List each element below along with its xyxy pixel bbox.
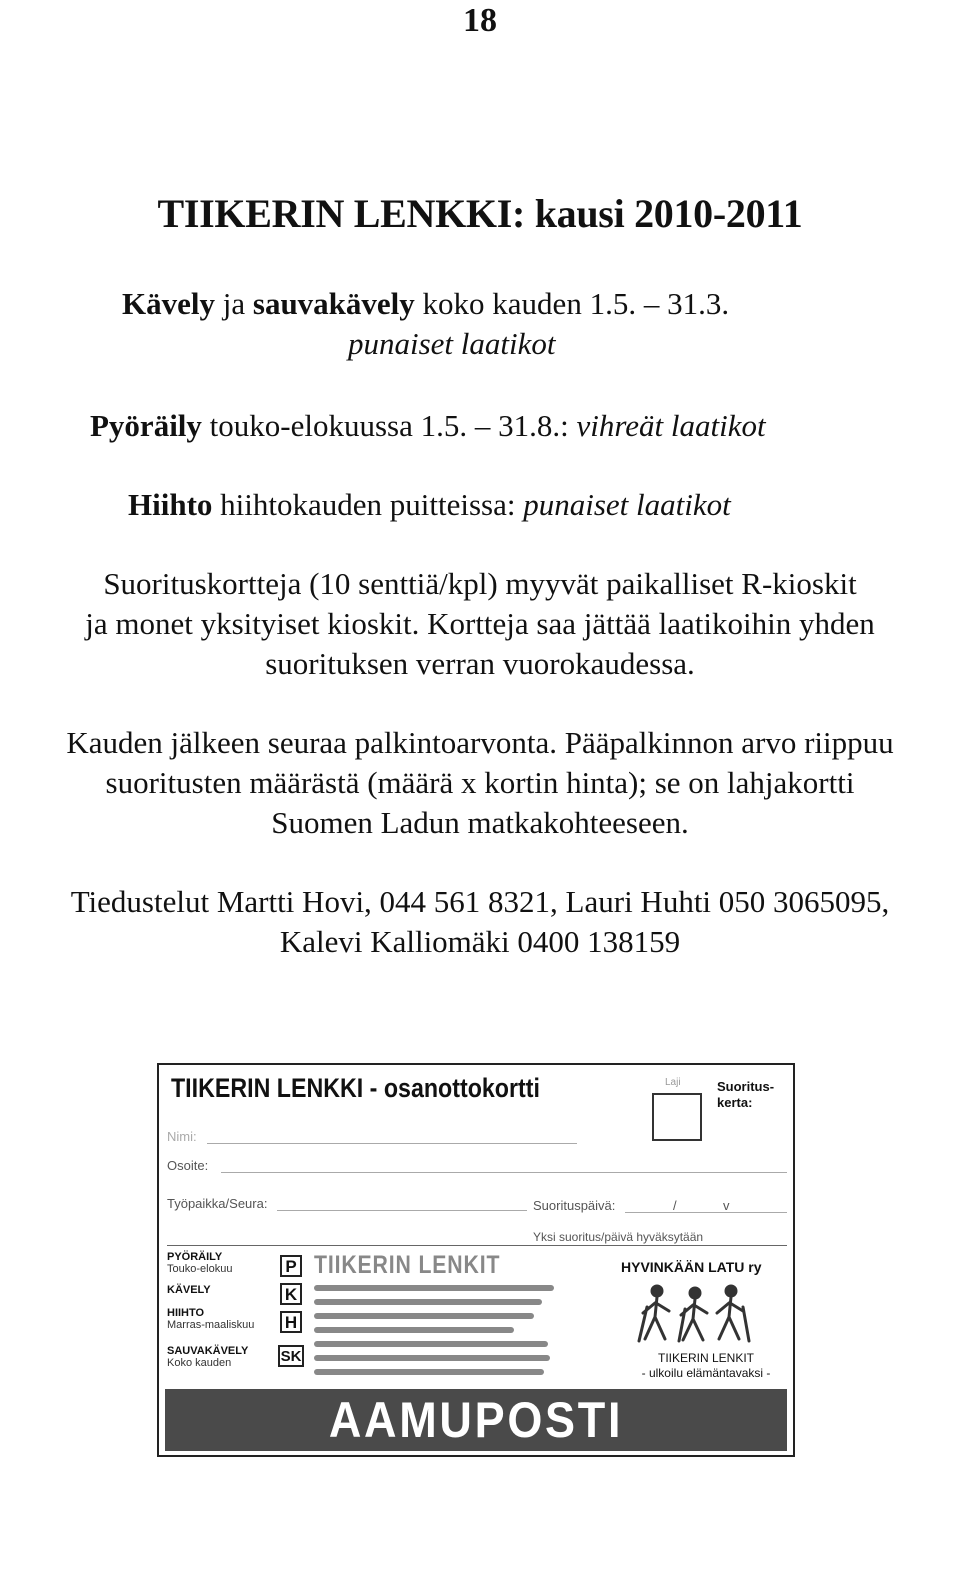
tiikerin-lenkit-label: TIIKERIN LENKIT: [657, 1351, 755, 1365]
banner-text: AAMUPOSTI: [328, 1392, 624, 1448]
letter-box-sk: SK: [278, 1345, 304, 1367]
walking-label: Kävely: [122, 286, 215, 321]
name-line: [207, 1143, 577, 1144]
prize-paragraph-line: Kauden jälkeen seuraa palkintoarvonta. Pääpalkinnon arvo riippuu: [66, 725, 894, 760]
skiing-label: Hiihto: [128, 487, 213, 522]
organization-name: HYVINKÄÄN LATU ry: [621, 1259, 762, 1275]
address-label: Osoite:: [167, 1158, 209, 1173]
pole-walking-label: sauvakävely: [252, 286, 415, 321]
category-skiing: HIIHTO Marras-maaliskuu: [167, 1307, 255, 1331]
date-slash: /: [673, 1198, 677, 1213]
lenkit-title: TIIKERIN LENKIT: [314, 1251, 501, 1279]
card-title: TIIKERIN LENKKI - osanottokortti: [171, 1073, 540, 1103]
blurred-text: [314, 1369, 544, 1375]
cycling-note: vihreät laatikot: [576, 408, 766, 443]
date-label: Suorituspäivä:: [533, 1198, 616, 1213]
attempt-label: Suoritus-kerta:: [717, 1079, 775, 1110]
blurred-text: [314, 1341, 548, 1347]
cards-paragraph-line: ja monet yksityiset kioskit. Kortteja saa jättää laatikoihin yhden: [85, 606, 875, 641]
hikers-logo-icon: [635, 1283, 755, 1343]
contacts-line: Tiedustelut Martti Hovi, 044 561 8321, Lauri Huhti 050 3065095,: [70, 884, 890, 919]
category-pole-walking: SAUVAKÄVELY Koko kauden: [167, 1345, 249, 1369]
skiing-period: hiihtokauden puitteissa:: [212, 487, 524, 522]
date-year: v: [723, 1198, 730, 1213]
aamuposti-banner: [165, 1389, 787, 1451]
rule-text: Yksi suoritus/päivä hyväksytään: [533, 1230, 704, 1244]
letter-box-h: H: [280, 1311, 302, 1333]
contacts-line: Kalevi Kalliomäki 0400 138159: [279, 924, 681, 959]
walking-note: punaiset laatikot: [348, 326, 556, 361]
skiing-note: punaiset laatikot: [523, 487, 731, 522]
blurred-text: [314, 1299, 542, 1305]
name-label: Nimi:: [167, 1129, 197, 1144]
cards-paragraph-line: suorituksen verran vuorokaudessa.: [265, 646, 695, 681]
cycling-line: [90, 408, 766, 444]
skiing-line: [128, 487, 731, 523]
letter-box-k: K: [280, 1283, 302, 1305]
workplace-label: Työpaikka/Seura:: [167, 1196, 268, 1211]
address-line: [221, 1172, 787, 1173]
slogan: - ulkoilu elämäntavaksi -: [641, 1366, 771, 1380]
blurred-text: [314, 1327, 514, 1333]
cycling-period: touko-elokuussa 1.5. – 31.8.:: [201, 408, 577, 443]
blurred-text: [314, 1285, 554, 1291]
page-title: TIIKERIN LENKKI: kausi 2010-2011: [157, 191, 803, 236]
sport-label: Laji: [665, 1077, 681, 1088]
walking-ja: ja: [215, 286, 253, 321]
cycling-label: Pyöräily: [90, 408, 202, 443]
category-cycling: PYÖRÄILY Touko-elokuu: [167, 1251, 233, 1275]
prize-paragraph-line: Suomen Ladun matkakohteeseen.: [271, 805, 689, 840]
letter-box-p: P: [280, 1255, 302, 1277]
sport-box: [652, 1093, 702, 1141]
date-line: [625, 1212, 787, 1213]
blurred-text: [314, 1355, 550, 1361]
walking-period: koko kauden 1.5. – 31.3.: [414, 286, 730, 321]
divider: [167, 1245, 787, 1246]
blurred-text: [314, 1313, 534, 1319]
workplace-line: [277, 1210, 527, 1211]
cards-paragraph-line: Suorituskortteja (10 senttiä/kpl) myyvät paikalliset R-kioskit: [103, 566, 857, 601]
participation-card: [157, 1063, 795, 1457]
page-number: 18: [463, 2, 497, 39]
prize-paragraph-line: suoritusten määrästä (määrä x kortin hinta); se on lahjakortti: [105, 765, 855, 800]
category-walking: KÄVELY: [167, 1284, 211, 1296]
walking-line: [122, 286, 729, 322]
